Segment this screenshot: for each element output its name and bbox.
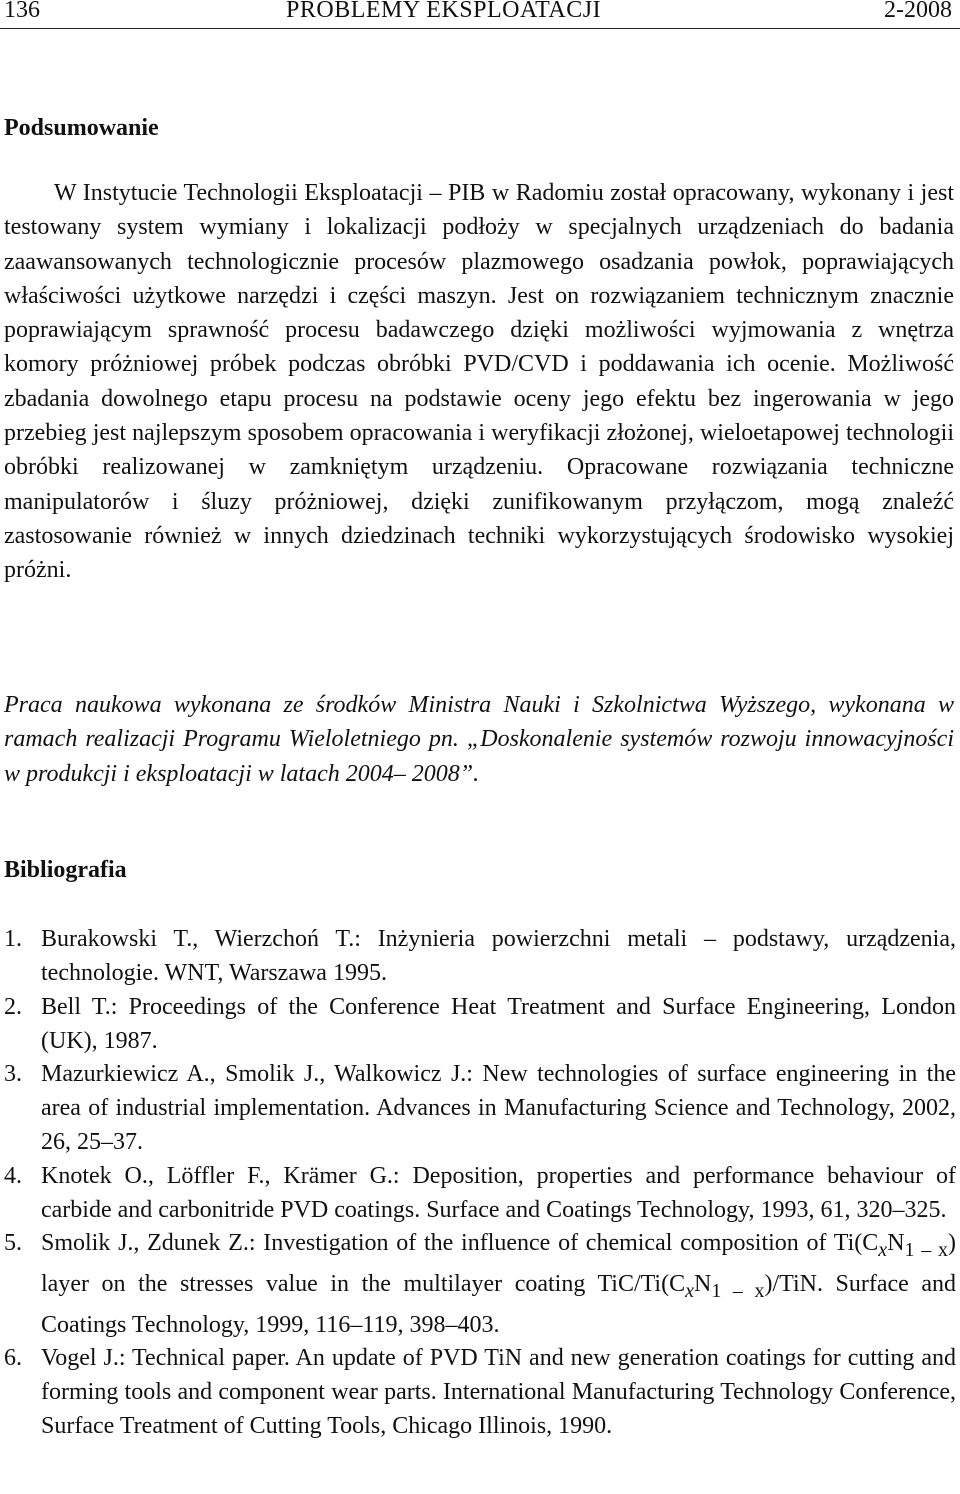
reference-text-part: N [694,1270,712,1297]
reference-text: Bell T.: Proceedings of the Conference Heat Treatment and Surface Engineering, London (UK), 1987. [41,993,956,1054]
summary-paragraph: W Instytucie Technologii Eksploatacji – PIB w Radomiu został opracowany, wykonany i jest testowany system wymiany i lokalizacji podłoży w specjalnych urządzeniach do badania zaawansowanych technologicznie procesów plazmowego osadzania powłok, poprawiających właściwości użytkowe narzędzi i części maszyn. Jest on rozwiązaniem technicznym znacznie poprawiającym sprawność procesu badawczego dzięki możliwości wyjmowania z wnętrza komory próżniowej próbek podczas obróbki PVD/CVD i poddawania ich ocenie. Możliwość zbadania dowolnego etapu procesu na podstawie oceny jego efektu bez ingerowania w jego przebieg jest najlepszym sposobem opracowania i weryfikacji złożonej, wieloetapowej technologii obróbki realizowanej w zamkniętym urządzeniu. Opracowane rozwiązania techniczne manipulatorów i śluzy próżniowej, dzięki zunifikowanym przyłączom, mogą znaleźć zastosowanie również w innych dziedzinach techniki wykorzystujących środowisko wysokiej próżni. [4,180,954,584]
bibliography-item [4,990,956,1058]
subscript: x [878,1238,888,1261]
reference-text: Knotek O., Löffler F., Krämer G.: Deposition, properties and performance behaviour of carbide and carbonitride PVD coatings. Surface and Coatings Technology, 1993, 61, 320–325. [41,1162,956,1223]
subscript: x [685,1279,694,1302]
journal-title: PROBLEMY EKSPLOATACJI [286,0,602,23]
bibliography-item [4,922,956,990]
reference-text [41,1230,956,1338]
reference-text: Vogel J.: Technical paper. An update of PVD TiN and new generation coatings for cutting and forming tools and component wear parts. International Manufacturing Technology Conference, Surface Treatment of Cutting Tools, Chicago Illinois, 1990. [41,1345,956,1440]
item-number: 3. [4,1061,22,1087]
running-header [0,0,960,29]
subscript: 1 – x [711,1279,765,1302]
funding-note: Praca naukowa wykonana ze środków Ministra Nauki i Szkolnictwa Wyższego, wykonana w ramach realizacji Programu Wieloletniego pn. „Doskonalenie systemów rozwoju innowacyjności w produkcji i eksploatacji w latach 2004– 2008”. [4,692,954,787]
page-number: 136 [4,0,40,23]
bibliography-item [4,1226,956,1342]
bibliography-item [4,1057,956,1159]
item-number: 4. [4,1162,22,1189]
item-number: 1. [4,926,22,952]
reference-text-part: )/TiN. Surface and Coatings Technology, 1999, 116–119, 398–403. [41,1270,957,1338]
reference-text: Burakowski T., Wierzchoń T.: Inżynieria powierzchni metali – podstawy, urządzenia, technologie. WNT, Warszawa 1995. [41,926,956,986]
subscript: 1 – x [904,1238,948,1261]
bibliography-heading: Bibliografia [4,857,127,883]
bibliography-item [4,1341,956,1443]
reference-text-part: N [887,1230,905,1256]
item-number: 5. [4,1230,22,1256]
reference-text-part: ) layer on the stresses value in the multilayer coating TiC/Ti(C [41,1230,956,1297]
issue-number: 2-2008 [884,0,952,23]
item-number: 6. [4,1345,22,1372]
reference-text-part: Smolik J., Zdunek Z.: Investigation of the influence of chemical composition of Ti(C [41,1230,879,1256]
reference-text: Mazurkiewicz A., Smolik J., Walkowicz J.: New technologies of surface engineering in the area of industrial implementation. Advances in Manufacturing Science and Technology, 2002, 26, 25–37. [41,1061,956,1155]
bibliography-item [4,1159,956,1227]
item-number: 2. [4,993,22,1020]
bibliography-list [4,922,956,1443]
summary-heading: Podsumowanie [4,115,159,141]
